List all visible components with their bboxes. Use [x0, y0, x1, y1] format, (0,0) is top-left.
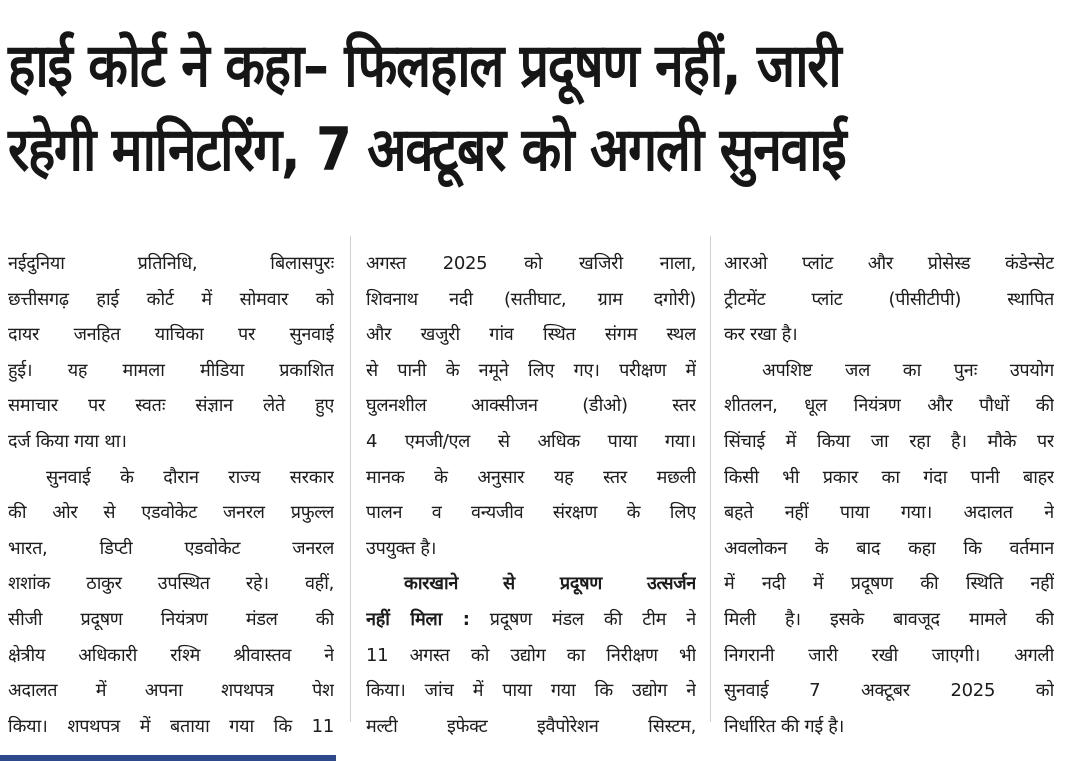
article-line: आरओ प्लांट और प्रोसेस्ड कंडेन्सेट — [724, 253, 1054, 274]
article-text: प्रदूषण मंडल की टीम ने — [469, 608, 696, 630]
bottom-accent-bar — [0, 755, 336, 761]
article-line: दर्ज किया गया था। — [8, 430, 127, 452]
article-line: दायर जनहित याचिका पर सुनवाई — [8, 324, 334, 346]
article-line: निगरानी जारी रखी जाएगी। अगली — [724, 644, 1054, 666]
article-column-2 — [366, 246, 696, 744]
article-line: किया। जांच में पाया गया कि उद्योग ने — [366, 680, 696, 702]
article-line: ट्रीटमेंट प्लांट (पीसीटीपी) स्थापित — [724, 288, 1054, 310]
article-line: 11 अगस्त को उद्योग का निरीक्षण भी — [366, 644, 696, 666]
headline — [8, 24, 921, 192]
article-line — [366, 602, 696, 638]
article-line: निर्धारित की गई है। — [724, 715, 845, 737]
headline-line-1: हाई कोर्ट ने कहा– फिलहाल प्रदूषण नहीं, जारी — [8, 31, 841, 101]
article-line: मल्टी इफेक्ट इवैपोरेशन सिस्टम, — [366, 715, 696, 737]
article-line: और खजुरी गांव स्थित संगम स्थल — [366, 324, 696, 346]
article-line: किया। शपथपत्र में बताया गया कि 11 — [8, 715, 334, 737]
article-line: नईदुनिया प्रतिनिधि, बिलासपुरः — [8, 253, 334, 274]
article-line: सुनवाई 7 अक्टूबर 2025 को — [724, 680, 1054, 702]
article-body — [0, 246, 1078, 746]
article-line: अदालत में अपना शपथपत्र पेश — [8, 680, 334, 702]
article-line: हुई। यह मामला मीडिया प्रकाशित — [8, 359, 334, 381]
article-line: मिली है। इसके बावजूद मामले की — [724, 608, 1054, 630]
article-column-1 — [8, 246, 334, 744]
article-line: समाचार पर स्वतः संज्ञान लेते हुए — [8, 395, 334, 417]
article-line: अपशिष्ट जल का पुनः उपयोग — [762, 359, 1054, 381]
article-line: की ओर से एडवोकेट जनरल प्रफुल्ल — [8, 502, 334, 524]
headline-line-2: रहेगी मानिटरिंग, 7 अक्टूबर को अगली सुनवाई — [8, 115, 846, 185]
article-line: कारखाने से प्रदूषण उत्सर्जन — [404, 573, 696, 595]
article-line: अगस्त 2025 को खजिरी नाला, — [366, 253, 696, 274]
article-line: किसी भी प्रकार का गंदा पानी बाहर — [724, 466, 1054, 488]
article-line: छत्तीसगढ़ हाई कोर्ट में सोमवार को — [8, 288, 334, 310]
article-line: बहते नहीं पाया गया। अदालत ने — [724, 502, 1054, 524]
article-line: सुनवाई के दौरान राज्य सरकार — [46, 466, 334, 488]
article-line: पालन व वन्यजीव संरक्षण के लिए — [366, 502, 696, 524]
article-line: शशांक ठाकुर उपस्थित रहे। वहीं, — [8, 573, 334, 595]
article-line: शीतलन, धूल नियंत्रण और पौधों की — [724, 395, 1054, 417]
article-line: क्षेत्रीय अधिकारी रश्मि श्रीवास्तव ने — [8, 644, 334, 666]
article-line: भारत, डिप्टी एडवोकेट जनरल — [8, 537, 334, 559]
subhead-text: नहीं मिला : — [366, 608, 470, 630]
article-line: मानक के अनुसार यह स्तर मछली — [366, 466, 696, 488]
article-line: घुलनशील आक्सीजन (डीओ) स्तर — [366, 395, 696, 417]
article-line: से पानी के नमूने लिए गए। परीक्षण में — [366, 359, 696, 381]
article-line: कर रखा है। — [724, 324, 798, 346]
article-line: अवलोकन के बाद कहा कि वर्तमान — [724, 537, 1054, 559]
article-column-3 — [724, 246, 1054, 744]
article-line: शिवनाथ नदी (सतीघाट, ग्राम दगोरी) — [366, 288, 696, 310]
article-line: 4 एमजी/एल से अधिक पाया गया। — [366, 430, 696, 452]
article-line: सिंचाई में किया जा रहा है। मौके पर — [724, 430, 1054, 452]
article-line: सीजी प्रदूषण नियंत्रण मंडल की — [8, 608, 334, 630]
article-line: उपयुक्त है। — [366, 537, 437, 559]
article-line: में नदी में प्रदूषण की स्थिति नहीं — [724, 573, 1054, 595]
